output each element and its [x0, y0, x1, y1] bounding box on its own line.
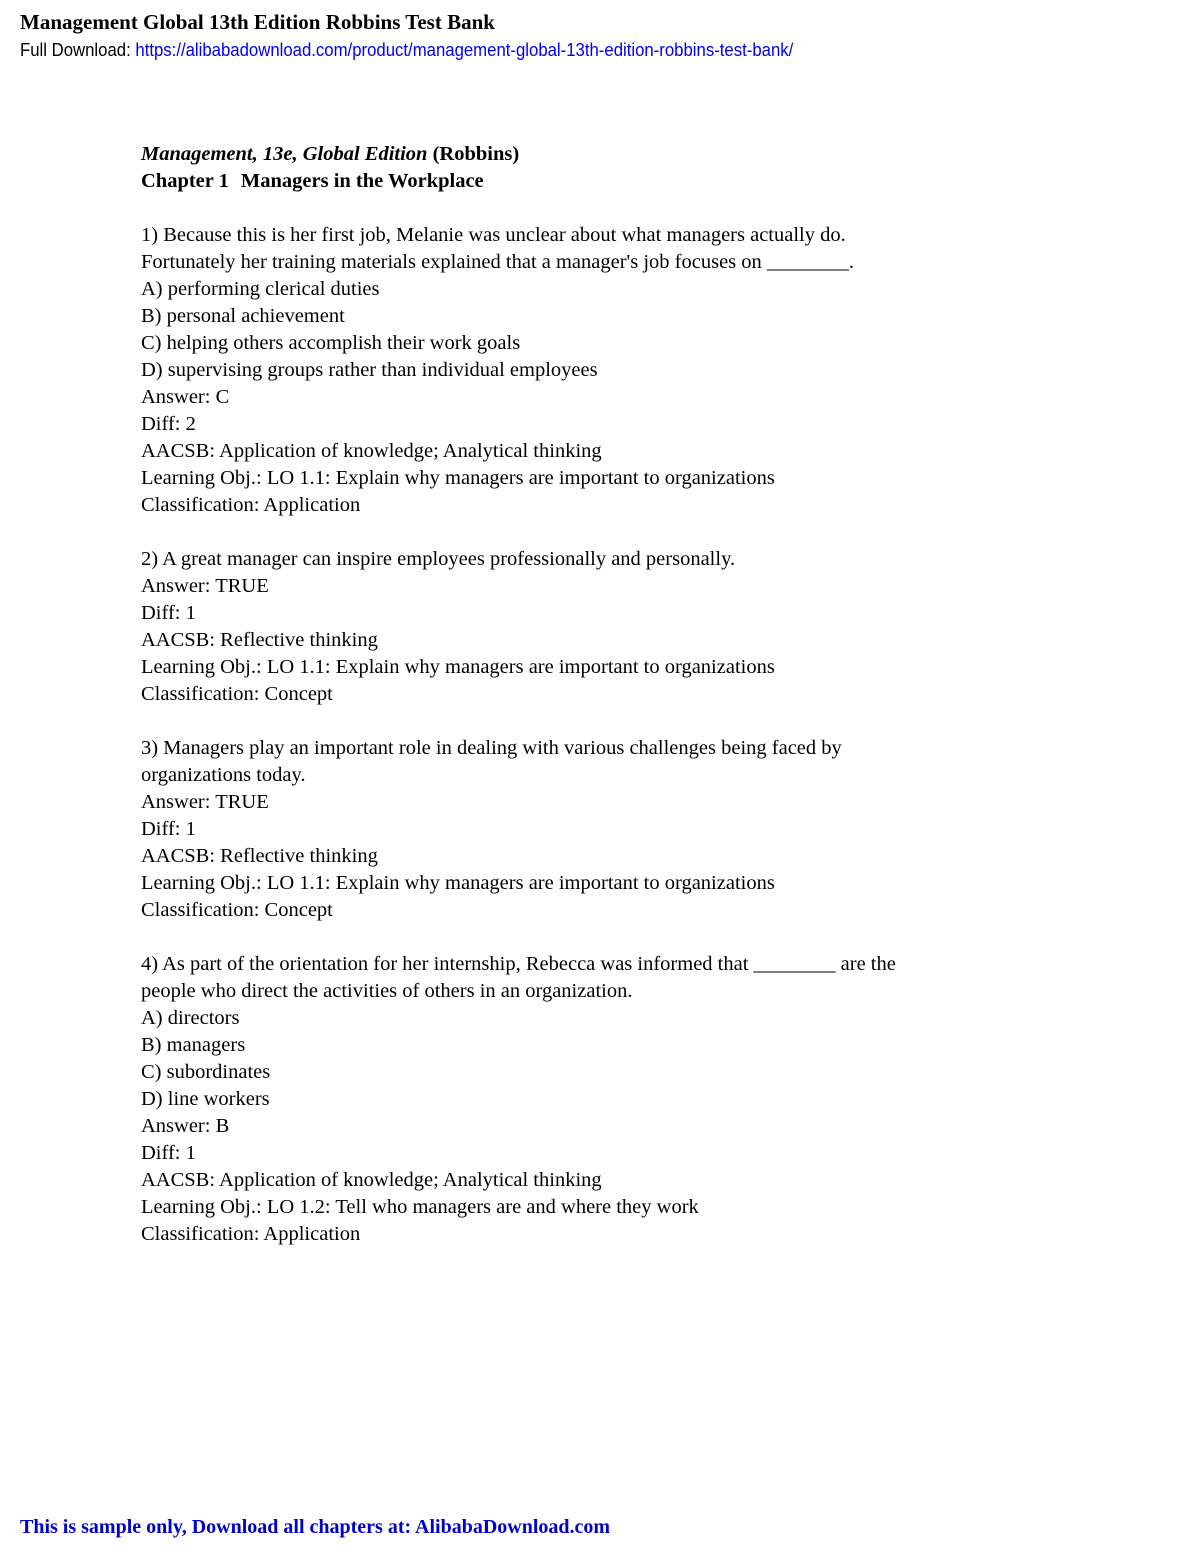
question-stem: 2) A great manager can inspire employees professionally and personally. — [141, 548, 736, 570]
answer-option: C) helping others accomplish their work goals — [141, 332, 521, 354]
answer-key: Answer: TRUE — [141, 791, 269, 813]
document-title: Management Global 13th Edition Robbins Test Bank — [20, 10, 495, 34]
answer-option: A) performing clerical duties — [141, 278, 380, 300]
answer-option: D) line workers — [141, 1088, 270, 1110]
question-stem: organizations today. — [141, 764, 306, 786]
classification: Classification: Concept — [141, 683, 333, 705]
question-2 — [141, 546, 1101, 708]
classification: Classification: Application — [141, 1223, 361, 1245]
book-author: (Robbins) — [427, 143, 520, 165]
chapter-title: Managers in the Workplace — [240, 170, 484, 192]
question-1 — [141, 222, 1101, 519]
classification: Classification: Application — [141, 494, 361, 516]
page-header — [20, 8, 1180, 64]
chapter-heading — [141, 168, 1101, 195]
learning-objective: Learning Obj.: LO 1.1: Explain why managers are important to organizations — [141, 872, 775, 894]
aacsb-tag: AACSB: Application of knowledge; Analytical thinking — [141, 440, 602, 462]
learning-objective: Learning Obj.: LO 1.2: Tell who managers are and where they work — [141, 1196, 699, 1218]
book-title: Management, 13e, Global Edition — [141, 143, 428, 165]
difficulty: Diff: 1 — [141, 818, 196, 840]
learning-objective: Learning Obj.: LO 1.1: Explain why managers are important to organizations — [141, 656, 775, 678]
question-3 — [141, 735, 1101, 924]
chapter-number: Chapter 1 — [141, 170, 229, 192]
difficulty: Diff: 2 — [141, 413, 196, 435]
question-stem: people who direct the activities of others in an organization. — [141, 980, 633, 1002]
answer-option: A) directors — [141, 1007, 240, 1029]
learning-objective: Learning Obj.: LO 1.1: Explain why managers are important to organizations — [141, 467, 775, 489]
answer-option: D) supervising groups rather than individual employees — [141, 359, 598, 381]
aacsb-tag: AACSB: Reflective thinking — [141, 629, 378, 651]
question-stem: 1) Because this is her first job, Melanie was unclear about what managers actually do. — [141, 224, 846, 246]
download-link[interactable]: https://alibabadownload.com/product/management-global-13th-edition-robbins-test-bank/ — [135, 40, 794, 60]
question-stem: 3) Managers play an important role in dealing with various challenges being faced by — [141, 737, 842, 759]
test-bank-content — [141, 141, 1101, 1248]
aacsb-tag: AACSB: Application of knowledge; Analytical thinking — [141, 1169, 602, 1191]
aacsb-tag: AACSB: Reflective thinking — [141, 845, 378, 867]
question-stem: 4) As part of the orientation for her internship, Rebecca was informed that ________ are the — [141, 953, 896, 975]
difficulty: Diff: 1 — [141, 1142, 196, 1164]
answer-key: Answer: B — [141, 1115, 230, 1137]
sample-footer: This is sample only, Download all chapters at: AlibabaDownload.com — [20, 1516, 611, 1538]
download-label: Full Download: — [20, 40, 136, 60]
download-line — [20, 36, 1099, 64]
question-stem: Fortunately her training materials explained that a manager's job focuses on ________. — [141, 251, 855, 273]
answer-option: C) subordinates — [141, 1061, 271, 1083]
question-4 — [141, 951, 1101, 1248]
book-title-line — [141, 141, 1101, 168]
answer-key: Answer: C — [141, 386, 230, 408]
answer-key: Answer: TRUE — [141, 575, 269, 597]
answer-option: B) personal achievement — [141, 305, 345, 327]
classification: Classification: Concept — [141, 899, 333, 921]
answer-option: B) managers — [141, 1034, 246, 1056]
difficulty: Diff: 1 — [141, 602, 196, 624]
